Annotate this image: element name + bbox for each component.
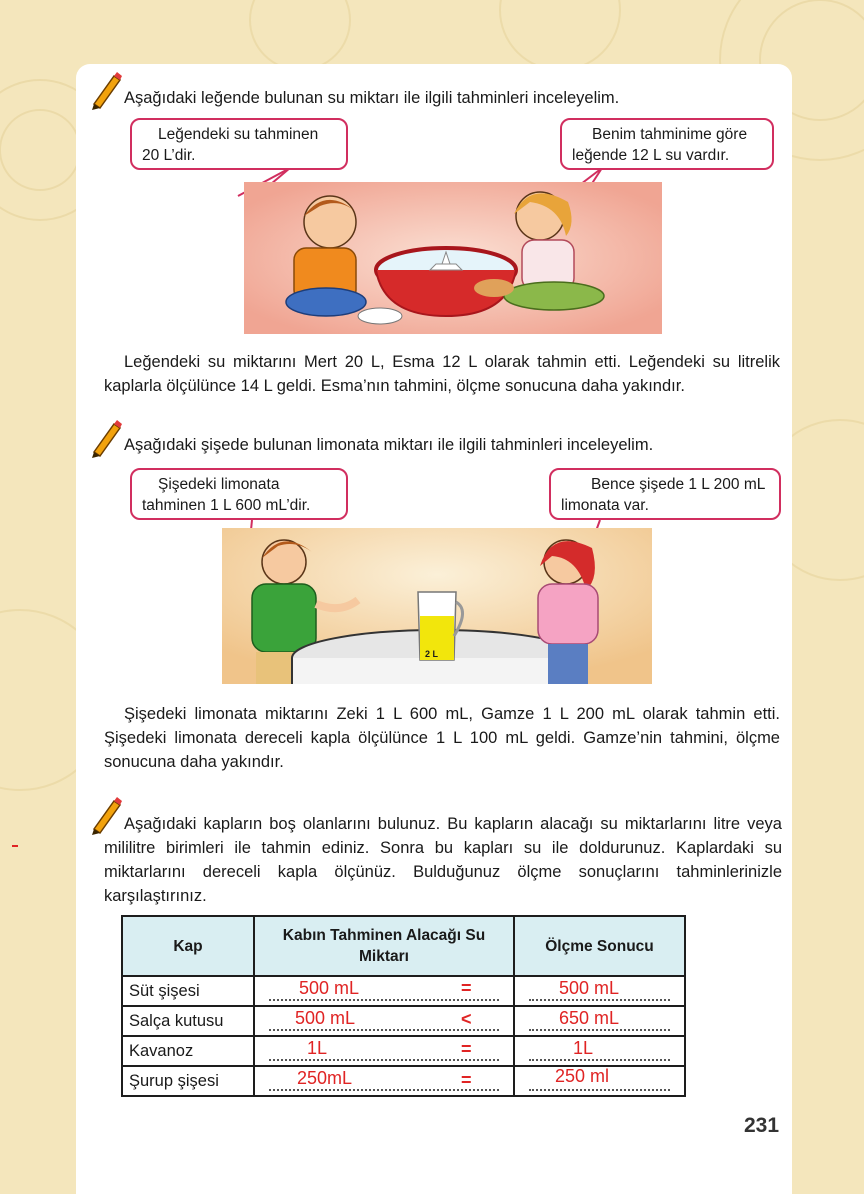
table-row bbox=[122, 976, 685, 1006]
comparison-sign: = bbox=[461, 1039, 472, 1059]
estimate-cell[interactable] bbox=[254, 1036, 514, 1066]
bubble-text: Şişedeki limonata tahminen 1 L 600 mL’dir. bbox=[142, 476, 311, 514]
speech-bubble-gamze bbox=[549, 468, 781, 520]
estimate-value: 500 mL bbox=[295, 1008, 356, 1028]
result-value: 1L bbox=[573, 1038, 594, 1058]
speech-bubble-esma bbox=[560, 118, 774, 170]
estimate-value: 500 mL bbox=[299, 978, 360, 998]
estimate-value: 1L bbox=[307, 1038, 328, 1058]
pencil-icon bbox=[88, 418, 122, 458]
result-cell[interactable] bbox=[514, 1006, 685, 1036]
bubble-text: Leğendeki su tahminen 20 L’dir. bbox=[142, 126, 319, 164]
bubble-text: Bence şişede 1 L 200 mL limonata var. bbox=[561, 476, 765, 514]
container-name: Salça kutusu bbox=[122, 1006, 254, 1036]
estimate-cell[interactable] bbox=[254, 1006, 514, 1036]
table-row bbox=[122, 1066, 685, 1096]
estimate-cell[interactable] bbox=[254, 1066, 514, 1096]
result-value: 500 mL bbox=[559, 978, 620, 998]
page-number: 231 bbox=[744, 1114, 780, 1137]
speech-bubble-mert bbox=[130, 118, 348, 170]
margin-mark bbox=[12, 845, 18, 847]
result-value: 250 ml bbox=[555, 1066, 610, 1086]
section2-paragraph: Şişedeki limonata miktarını Zeki 1 L 600 mL, Gamze 1 L 200 mL olarak tahmin etti. Şişedeki limonata dereceli kapla ölçülünce 1 L 100 mL geldi. Gamze’nin tahmini, ölçme sonucuna daha yakındır. bbox=[104, 705, 780, 771]
result-cell[interactable] bbox=[514, 1036, 685, 1066]
basin-illustration bbox=[230, 166, 662, 336]
result-cell[interactable] bbox=[514, 1066, 685, 1096]
section1-intro: Aşağıdaki leğende bulunan su miktarı ile ilgili tahminleri inceleyelim. bbox=[124, 89, 620, 107]
comparison-sign: = bbox=[461, 978, 472, 998]
jug-label: 2 L bbox=[425, 649, 439, 659]
comparison-sign: < bbox=[461, 1009, 472, 1029]
bubble-text: Benim tahminime göre leğende 12 L su vardır. bbox=[572, 126, 748, 164]
header-kap: Kap bbox=[122, 916, 254, 976]
result-value: 650 mL bbox=[559, 1008, 620, 1028]
header-estimate: Kabın Tahminen Alacağı Su Miktarı bbox=[254, 916, 514, 976]
pencil-icon bbox=[88, 70, 122, 110]
comparison-sign: = bbox=[461, 1070, 472, 1090]
table-row bbox=[122, 1006, 685, 1036]
table-row bbox=[122, 1036, 685, 1066]
container-name: Kavanoz bbox=[122, 1036, 254, 1066]
section1-paragraph: Leğendeki su miktarını Mert 20 L, Esma 12 L olarak tahmin etti. Leğendeki su litrelik kaplarla ölçülünce 14 L geldi. Esma’nın tahmini, ölçme sonucuna daha yakındır. bbox=[104, 353, 780, 395]
container-name: Şurup şişesi bbox=[122, 1066, 254, 1096]
lemonade-illustration bbox=[222, 518, 652, 684]
estimate-value: 250mL bbox=[297, 1068, 353, 1088]
header-result: Ölçme Sonucu bbox=[514, 916, 685, 976]
section3-instructions: Aşağıdaki kapların boş olanlarını bulunuz. Bu kapların alacağı su miktarlarını litre veya mililitre birimleri ile tahmin ediniz. Sonra bu kapları su ile doldurunuz. Kaplardaki su miktarlarını dereceli kapla ölçünüz. Bulduğunuz ölçme sonuçlarını tahminlerinizle karşılaştırınız. bbox=[104, 815, 782, 905]
speech-bubble-zeki bbox=[130, 468, 348, 520]
container-name: Süt şişesi bbox=[122, 976, 254, 1006]
result-cell[interactable] bbox=[514, 976, 685, 1006]
section2-intro: Aşağıdaki şişede bulunan limonata miktarı ile ilgili tahminleri inceleyelim. bbox=[124, 436, 654, 454]
measurement-table bbox=[121, 915, 686, 1097]
estimate-cell[interactable] bbox=[254, 976, 514, 1006]
